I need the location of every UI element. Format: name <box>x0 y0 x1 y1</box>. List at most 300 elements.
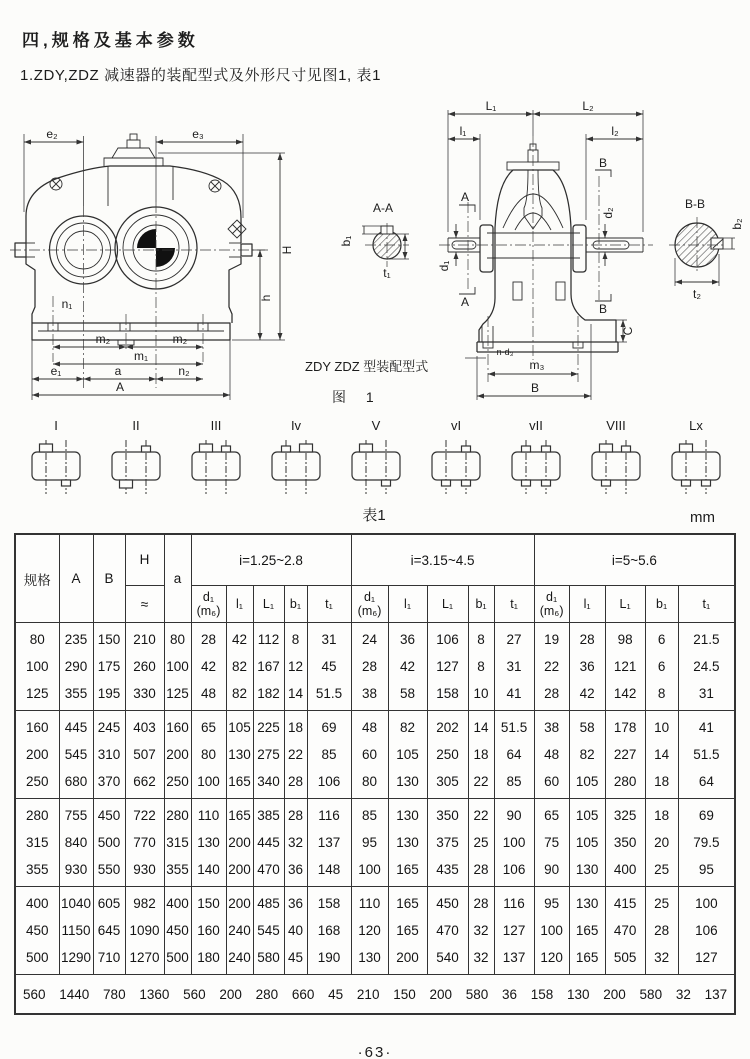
cell: 40 <box>284 917 307 944</box>
cell: 36 <box>284 887 307 918</box>
cell: 400 <box>15 887 59 918</box>
footer-cell: 45 <box>328 986 344 1002</box>
cell: 165 <box>226 799 253 830</box>
assembly-icon-drawing <box>264 434 328 500</box>
cell: 225 <box>253 711 284 742</box>
assembly-icon <box>340 418 412 510</box>
table-row <box>15 856 735 887</box>
cell: 130 <box>569 887 605 918</box>
cell: 137 <box>307 829 351 856</box>
cell: 100 <box>678 887 735 918</box>
cell: 105 <box>569 799 605 830</box>
cell: 31 <box>307 623 351 654</box>
assembly-icon-drawing <box>504 434 568 500</box>
assembly-icon <box>260 418 332 510</box>
cell: 100 <box>15 653 59 680</box>
cell: 28 <box>191 623 226 654</box>
cell: 116 <box>494 887 534 918</box>
table-footer-row <box>15 975 735 1015</box>
assembly-icon-label: II <box>132 418 140 433</box>
cell: 42 <box>191 653 226 680</box>
cell: 69 <box>678 799 735 830</box>
footer-cell: 210 <box>356 986 380 1002</box>
cell: 45 <box>307 653 351 680</box>
table-group <box>15 711 735 799</box>
cell: 245 <box>93 711 125 742</box>
cell: 355 <box>15 856 59 887</box>
cell: 28 <box>569 623 605 654</box>
assembly-icon <box>20 418 92 510</box>
dim-label-t1: t₁ <box>383 266 391 280</box>
cell: 127 <box>427 653 468 680</box>
cell: 100 <box>191 768 226 799</box>
section-mark-a-top: A <box>460 190 470 204</box>
cell: 20 <box>645 829 678 856</box>
footer-cell: 780 <box>103 986 126 1002</box>
cell: 165 <box>569 917 605 944</box>
header-group-3: i=5~5.6 <box>534 534 735 586</box>
dim-label-e1: e₁ <box>50 364 62 378</box>
section-label-bb: B-B <box>684 197 706 211</box>
cell: 200 <box>15 741 59 768</box>
cell: 400 <box>605 856 645 887</box>
cell: 1090 <box>125 917 164 944</box>
cell: 14 <box>468 711 494 742</box>
table-group <box>15 623 735 711</box>
cell: 290 <box>59 653 93 680</box>
table-row <box>15 741 735 768</box>
figure-caption: ZDY ZDZ 型装配型式 <box>305 359 429 374</box>
cell: 280 <box>605 768 645 799</box>
table-row <box>15 623 735 654</box>
cell: 48 <box>534 741 569 768</box>
assembly-icon-drawing <box>24 434 88 500</box>
cell: 28 <box>468 856 494 887</box>
cell: 680 <box>59 768 93 799</box>
cell: 82 <box>569 741 605 768</box>
cell: 27 <box>494 623 534 654</box>
cell: 275 <box>253 741 284 768</box>
cell: 840 <box>59 829 93 856</box>
cell: 507 <box>125 741 164 768</box>
cell: 160 <box>15 711 59 742</box>
cell: 450 <box>15 917 59 944</box>
cell: 403 <box>125 711 164 742</box>
cell: 24 <box>351 623 388 654</box>
spec-table <box>14 533 736 1015</box>
cell: 21.5 <box>678 623 735 654</box>
assembly-icon-label: vII <box>529 418 543 433</box>
front-view-drawing <box>8 100 353 410</box>
cell: 1040 <box>59 887 93 918</box>
cell: 8 <box>468 653 494 680</box>
cell: 36 <box>284 856 307 887</box>
section-aa-view <box>362 223 409 267</box>
assembly-icon-drawing <box>104 434 168 500</box>
cell: 85 <box>307 741 351 768</box>
cell: 51.5 <box>494 711 534 742</box>
subheader-t1: t₁ <box>494 586 534 623</box>
cell: 250 <box>15 768 59 799</box>
cell: 305 <box>427 768 468 799</box>
footer-cell: 560 <box>23 986 46 1002</box>
cell: 505 <box>605 944 645 975</box>
assembly-icons-row <box>20 418 732 510</box>
dim-label-L1: L₁ <box>485 99 497 113</box>
header-H <box>125 534 164 623</box>
footer-cell: 150 <box>393 986 416 1002</box>
cell: 280 <box>164 799 191 830</box>
cell: 200 <box>164 741 191 768</box>
cell: 722 <box>125 799 164 830</box>
assembly-icon-drawing <box>344 434 408 500</box>
cell: 340 <box>253 768 284 799</box>
cell: 90 <box>494 799 534 830</box>
cell: 105 <box>226 711 253 742</box>
cell: 100 <box>534 917 569 944</box>
cell: 6 <box>645 623 678 654</box>
unit-label: mm <box>690 509 715 526</box>
cell: 28 <box>284 768 307 799</box>
cell: 28 <box>645 917 678 944</box>
cell: 662 <box>125 768 164 799</box>
cell: 310 <box>93 741 125 768</box>
cell: 485 <box>253 887 284 918</box>
cell: 8 <box>284 623 307 654</box>
cell: 32 <box>468 944 494 975</box>
header-group-1: i=1.25~2.8 <box>191 534 351 586</box>
table-row <box>15 680 735 711</box>
cell: 167 <box>253 653 284 680</box>
cell: 82 <box>226 653 253 680</box>
cell: 41 <box>494 680 534 711</box>
page-number: ·63· <box>357 1044 393 1059</box>
cell: 150 <box>93 623 125 654</box>
cell: 250 <box>427 741 468 768</box>
assembly-icon-drawing <box>424 434 488 500</box>
cell: 85 <box>351 799 388 830</box>
table-row <box>15 944 735 975</box>
assembly-icon-label: I <box>54 418 58 433</box>
assembly-icon-label: III <box>210 418 222 433</box>
subheader-L1: L₁ <box>427 586 468 623</box>
cell: 110 <box>191 799 226 830</box>
cell: 930 <box>59 856 93 887</box>
cell: 48 <box>191 680 226 711</box>
dim-label-C: C <box>621 326 635 336</box>
dim-label-t2: t₂ <box>693 287 701 301</box>
cell: 8 <box>468 623 494 654</box>
cell: 350 <box>605 829 645 856</box>
cell: 69 <box>307 711 351 742</box>
cell: 125 <box>164 680 191 711</box>
cell: 28 <box>468 887 494 918</box>
cell: 580 <box>253 944 284 975</box>
cell: 24.5 <box>678 653 735 680</box>
cell: 127 <box>678 944 735 975</box>
cell: 51.5 <box>678 741 735 768</box>
table-row <box>15 917 735 944</box>
subheader-b1: b₁ <box>284 586 307 623</box>
cell: 106 <box>494 856 534 887</box>
cell: 42 <box>226 623 253 654</box>
subheader-t1: t₁ <box>307 586 351 623</box>
cell: 18 <box>468 741 494 768</box>
cell: 330 <box>125 680 164 711</box>
cell: 14 <box>284 680 307 711</box>
cell: 58 <box>388 680 427 711</box>
cell: 95 <box>678 856 735 887</box>
cell: 500 <box>15 944 59 975</box>
table-group <box>15 799 735 887</box>
cell: 355 <box>59 680 93 711</box>
cell: 22 <box>468 799 494 830</box>
section-bb-view <box>669 217 735 286</box>
cell: 12 <box>284 653 307 680</box>
cell: 106 <box>307 768 351 799</box>
cell: 127 <box>494 917 534 944</box>
cell: 82 <box>226 680 253 711</box>
table-row <box>15 829 735 856</box>
footer-cell: 36 <box>501 986 518 1002</box>
table-row <box>15 887 735 918</box>
table-group <box>15 887 735 975</box>
dim-label-n1: n₁ <box>61 297 73 311</box>
cell: 25 <box>645 856 678 887</box>
cell: 240 <box>226 917 253 944</box>
table-row <box>15 653 735 680</box>
assembly-icon <box>660 418 732 510</box>
cell: 105 <box>569 768 605 799</box>
assembly-icon-drawing <box>184 434 248 500</box>
assembly-icon-label: Iv <box>290 418 302 433</box>
cell: 80 <box>191 741 226 768</box>
cell: 125 <box>15 680 59 711</box>
subheader-l1: l₁ <box>226 586 253 623</box>
subheader-L1: L₁ <box>253 586 284 623</box>
dim-label-m3: m₃ <box>529 358 545 372</box>
cell: 178 <box>605 711 645 742</box>
assembly-icon <box>180 418 252 510</box>
cell: 435 <box>427 856 468 887</box>
cell: 10 <box>468 680 494 711</box>
cell: 140 <box>191 856 226 887</box>
cell: 22 <box>468 768 494 799</box>
cell: 80 <box>15 623 59 654</box>
cell: 41 <box>678 711 735 742</box>
subheader-b1: b₁ <box>645 586 678 623</box>
footer-cell: 580 <box>465 986 489 1002</box>
cell: 116 <box>307 799 351 830</box>
cell: 470 <box>605 917 645 944</box>
cell: 80 <box>164 623 191 654</box>
cell: 165 <box>388 856 427 887</box>
cell: 64 <box>678 768 735 799</box>
cell: 60 <box>351 741 388 768</box>
cell: 112 <box>253 623 284 654</box>
cell: 982 <box>125 887 164 918</box>
cell: 315 <box>164 829 191 856</box>
side-centerlines <box>439 136 653 382</box>
figure-number: 图 1 <box>332 389 382 405</box>
cell: 45 <box>284 944 307 975</box>
cell: 385 <box>253 799 284 830</box>
cell: 31 <box>494 653 534 680</box>
section-mark-b-bottom: B <box>598 302 608 316</box>
cell: 182 <box>253 680 284 711</box>
dim-label-e2: e₂ <box>46 127 58 141</box>
cell: 645 <box>93 917 125 944</box>
cell: 19 <box>534 623 569 654</box>
assembly-icon-drawing <box>664 434 728 500</box>
cell: 545 <box>253 917 284 944</box>
cell: 450 <box>93 799 125 830</box>
cell: 38 <box>351 680 388 711</box>
dim-label-d2: d₂ <box>601 207 615 219</box>
table-footer <box>15 975 735 1015</box>
dim-label-m2-left: m₂ <box>95 332 111 346</box>
cell: 106 <box>678 917 735 944</box>
assembly-icon-label: vI <box>450 418 462 433</box>
cell: 42 <box>388 653 427 680</box>
dim-label-b2: b₂ <box>730 218 744 230</box>
cell: 280 <box>15 799 59 830</box>
cell: 165 <box>388 917 427 944</box>
dim-label-h: h <box>259 294 273 302</box>
header-a: a <box>164 534 191 623</box>
footer-cell: 200 <box>603 986 626 1002</box>
cell: 190 <box>307 944 351 975</box>
subheader-d1: d₁ (m₆) <box>351 586 388 623</box>
dim-label-b1: b₁ <box>339 235 353 247</box>
cell: 100 <box>351 856 388 887</box>
cell: 64 <box>494 741 534 768</box>
cell: 130 <box>351 944 388 975</box>
subheader-l1: l₁ <box>569 586 605 623</box>
cell: 1270 <box>125 944 164 975</box>
cell: 315 <box>15 829 59 856</box>
cell: 450 <box>164 917 191 944</box>
cell: 175 <box>93 653 125 680</box>
cell: 28 <box>351 653 388 680</box>
cell: 105 <box>569 829 605 856</box>
cell: 100 <box>494 829 534 856</box>
cell: 14 <box>645 741 678 768</box>
cell: 82 <box>388 711 427 742</box>
dim-label-L2: L₂ <box>582 99 594 113</box>
cell: 65 <box>191 711 226 742</box>
cell: 105 <box>388 741 427 768</box>
footer-cell: 158 <box>530 986 554 1002</box>
section-label-aa: A-A <box>372 201 394 215</box>
cell: 160 <box>191 917 226 944</box>
footer-cell: 280 <box>255 986 279 1002</box>
table-row <box>15 799 735 830</box>
cell: 165 <box>388 887 427 918</box>
cell: 121 <box>605 653 645 680</box>
cell: 22 <box>534 653 569 680</box>
footer-cell: 560 <box>183 986 206 1002</box>
cell: 130 <box>226 741 253 768</box>
cell: 25 <box>468 829 494 856</box>
cell: 158 <box>427 680 468 711</box>
subheader-t1: t₁ <box>678 586 735 623</box>
cell: 1290 <box>59 944 93 975</box>
dim-label-n2: n₂ <box>178 364 190 378</box>
cell: 165 <box>226 768 253 799</box>
cell: 22 <box>284 741 307 768</box>
cell: 180 <box>191 944 226 975</box>
cell: 445 <box>253 829 284 856</box>
cell: 90 <box>534 856 569 887</box>
footer-cell: 200 <box>429 986 452 1002</box>
cell: 325 <box>605 799 645 830</box>
dim-label-H: H <box>280 245 294 255</box>
cell: 18 <box>645 768 678 799</box>
cell: 100 <box>164 653 191 680</box>
cell: 240 <box>226 944 253 975</box>
footer-cell: 32 <box>675 986 691 1002</box>
cell: 8 <box>645 680 678 711</box>
cell: 450 <box>427 887 468 918</box>
cell: 130 <box>569 856 605 887</box>
cell: 158 <box>307 887 351 918</box>
cell: 106 <box>427 623 468 654</box>
footer-cell: 580 <box>639 986 663 1002</box>
cell: 38 <box>534 711 569 742</box>
page-subtitle: 1.ZDY,ZDZ 减速器的装配型式及外形尺寸见图1, 表1 <box>20 67 382 84</box>
cell: 470 <box>253 856 284 887</box>
cell: 150 <box>191 887 226 918</box>
assembly-icon <box>420 418 492 510</box>
assembly-icon-label: Lx <box>689 418 703 433</box>
cell: 470 <box>427 917 468 944</box>
subheader-d1: d₁ (m₆) <box>534 586 569 623</box>
cell: 137 <box>494 944 534 975</box>
cell: 130 <box>388 829 427 856</box>
cell: 202 <box>427 711 468 742</box>
cell: 120 <box>534 944 569 975</box>
cell: 227 <box>605 741 645 768</box>
cell: 370 <box>93 768 125 799</box>
cell: 130 <box>388 768 427 799</box>
cell: 200 <box>226 887 253 918</box>
cell: 75 <box>534 829 569 856</box>
cell: 710 <box>93 944 125 975</box>
cell: 18 <box>284 711 307 742</box>
footer-cell: 200 <box>219 986 242 1002</box>
section-mark-b-top: B <box>598 156 608 170</box>
footer-cell: 660 <box>291 986 315 1002</box>
cell: 80 <box>351 768 388 799</box>
dim-label-A: A <box>115 380 125 394</box>
cell: 130 <box>388 799 427 830</box>
table-row <box>15 711 735 742</box>
bore-circles <box>50 207 198 289</box>
cell: 445 <box>59 711 93 742</box>
cell: 142 <box>605 680 645 711</box>
cell: 10 <box>645 711 678 742</box>
front-dimensions <box>24 134 285 400</box>
assembly-icon <box>580 418 652 510</box>
side-dimensions <box>448 110 643 400</box>
cell: 168 <box>307 917 351 944</box>
cell: 58 <box>569 711 605 742</box>
cell: 32 <box>468 917 494 944</box>
cell: 235 <box>59 623 93 654</box>
table-caption: 表1 <box>362 507 386 524</box>
dim-label-n-d3: n-d₃ <box>496 347 514 357</box>
